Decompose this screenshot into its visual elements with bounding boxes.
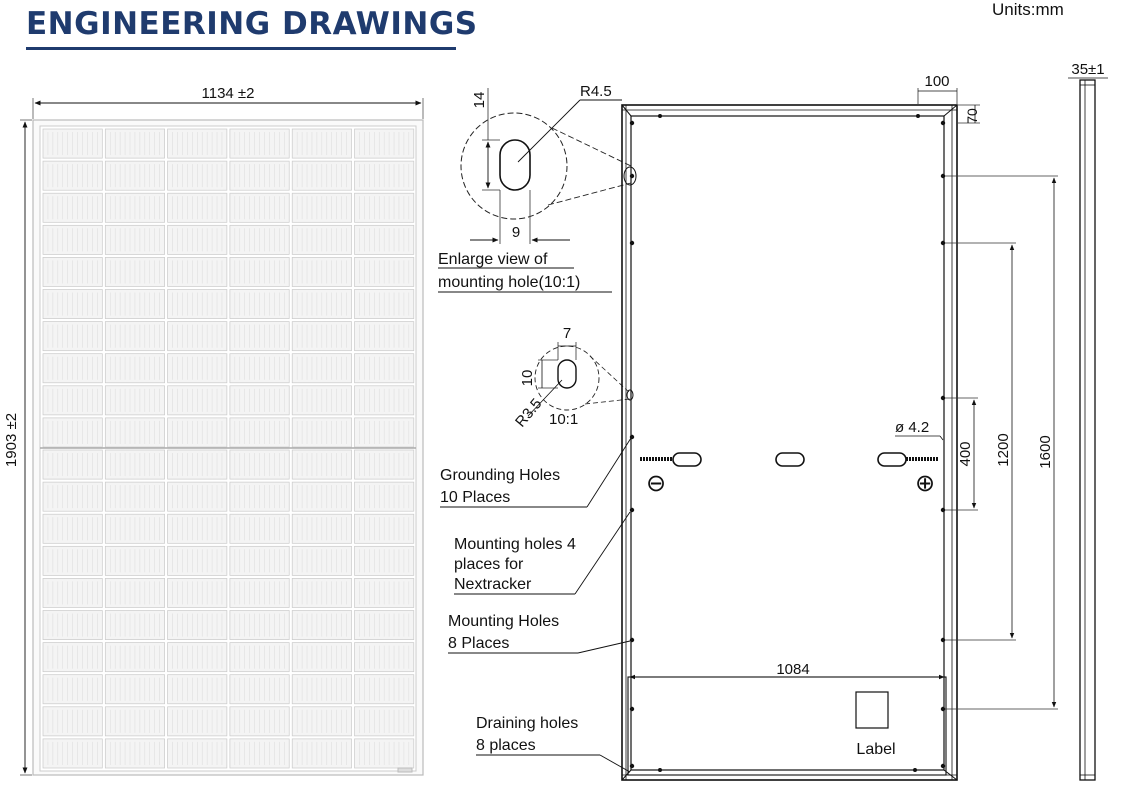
dim-100-text: 100 (924, 73, 950, 90)
junction-cables (640, 453, 938, 466)
width-dimension-text: 1134 ±2 (201, 85, 255, 102)
svg-text:8 Places: 8 Places (448, 635, 510, 652)
svg-text:8 places: 8 places (476, 737, 536, 754)
side-view (1068, 61, 1108, 780)
side-profile (1080, 80, 1095, 780)
label-box (856, 692, 888, 728)
detail-mounting-hole (438, 83, 631, 292)
svg-text:Grounding Holes: Grounding Holes (440, 467, 561, 484)
nextracker-slot (558, 360, 576, 388)
front-view (3, 85, 423, 775)
callout-draining (476, 715, 630, 772)
detail-caption-line1: Enlarge view of (438, 251, 548, 268)
detail-nextracker-hole (512, 325, 630, 431)
dim-70-text: 70 (964, 108, 980, 124)
rear-outer-frame (622, 105, 957, 780)
negative-terminal-icon: ⊖ (645, 470, 667, 497)
svg-text:Mounting holes 4: Mounting holes 4 (454, 536, 576, 553)
dim-400-text: 400 (957, 441, 974, 467)
thickness-dimension-text: 35±1 (1071, 61, 1105, 78)
nextracker-height-text: 10 (519, 369, 536, 387)
mounting-slot (500, 140, 530, 190)
junction-label (398, 768, 412, 772)
svg-text:places for: places for (454, 556, 524, 573)
nextracker-width-text: 7 (562, 325, 572, 342)
detail-width-text: 9 (511, 224, 521, 241)
units-label: Units:mm (992, 0, 1064, 19)
callout-nextracker (454, 512, 630, 594)
nextracker-radius-text: R3.5 (512, 395, 546, 431)
hole-diameter-text: ø 4.2 (895, 419, 930, 436)
dim-1084-text: 1084 (776, 661, 810, 678)
svg-text:Nextracker: Nextracker (454, 576, 532, 593)
svg-text:Draining holes: Draining holes (476, 715, 579, 732)
callout-grounding (440, 438, 631, 507)
dim-1200-text: 1200 (995, 433, 1012, 467)
height-dimension-text: 1903 ±2 (3, 412, 20, 468)
rear-bottom-panel (628, 677, 946, 775)
page-title: ENGINEERING DRAWINGS (26, 6, 478, 42)
svg-text:10 Places: 10 Places (440, 489, 511, 506)
positive-terminal-icon: ⊕ (914, 470, 936, 497)
svg-text:Mounting Holes: Mounting Holes (448, 613, 560, 630)
dim-1600-text: 1600 (1037, 435, 1054, 469)
label-box-text: Label (856, 741, 896, 758)
rear-view (622, 73, 1058, 780)
nextracker-scale-text: 10:1 (549, 411, 579, 428)
detail-radius-text: R4.5 (580, 83, 612, 100)
detail-height-text: 14 (471, 91, 488, 109)
detail-caption-line2: mounting hole(10:1) (438, 274, 581, 291)
callout-mounting (448, 613, 630, 653)
